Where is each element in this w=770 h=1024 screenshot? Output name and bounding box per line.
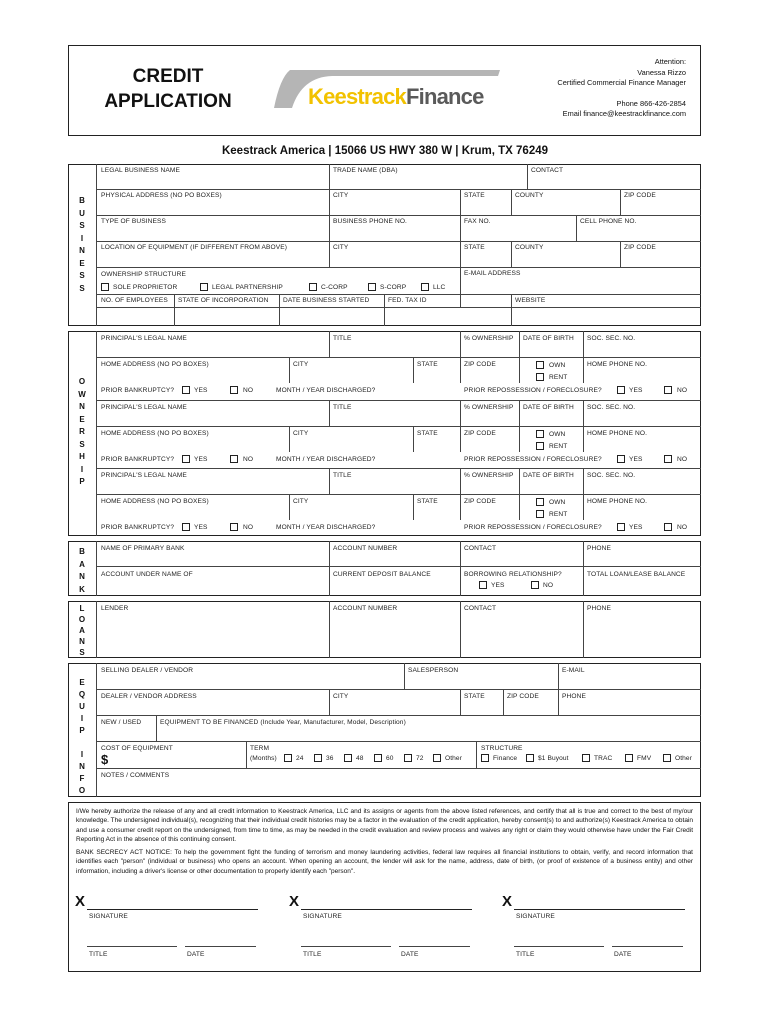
date-label: DATE [614,951,632,958]
bank-contact-label: CONTACT [464,545,497,552]
term-72-label: 72 [416,755,424,762]
own-label: OWN [549,431,566,438]
location-zip-label: ZIP CODE [624,244,656,251]
home-phone-label: HOME PHONE NO. [587,498,648,505]
repossession-no-label: NO [677,456,688,463]
prior-bankruptcy-label: PRIOR BANKRUPTCY? [101,456,175,463]
own-checkbox[interactable] [536,361,544,369]
term-48-label: 48 [356,755,364,762]
repossession-no-label: NO [677,524,688,531]
sole-proprietor-checkbox[interactable] [101,283,109,291]
signature-label: SIGNATURE [303,913,342,920]
keestrack-finance-logo [272,68,502,112]
structure-trac-label: TRAC [594,755,613,762]
home-state-label: STATE [417,498,438,505]
home-phone-label: HOME PHONE NO. [587,361,648,368]
dealer-email-label: E-MAIL [562,667,585,674]
home-state-label: STATE [417,361,438,368]
home-address-label: HOME ADDRESS (NO PO BOXES) [101,361,209,368]
employees-label: NO. OF EMPLOYEES [101,297,168,304]
title-line[interactable] [514,946,604,947]
signature-x-mark: X [289,893,300,910]
location-state-label: STATE [464,244,485,251]
repossession-no-checkbox[interactable] [664,386,672,394]
rent-label: RENT [549,443,568,450]
date-of-birth-label: DATE OF BIRTH [523,472,574,479]
prior-repossession-label: PRIOR REPOSSESSION / FORECLOSURE? [464,456,602,463]
date-line[interactable] [399,946,470,947]
repossession-no-checkbox[interactable] [664,455,672,463]
total-loan-balance-label: TOTAL LOAN/LEASE BALANCE [587,571,686,578]
email-address-label: E-MAIL ADDRESS [464,270,521,277]
term-label: TERM [250,745,270,752]
principal-title-label: TITLE [333,335,352,342]
dealer-address-label: DEALER / VENDOR ADDRESS [101,693,197,700]
date-line[interactable] [185,946,256,947]
legal-business-name-label: LEGAL BUSINESS NAME [101,167,180,174]
home-state-label: STATE [417,430,438,437]
bankruptcy-yes-checkbox[interactable] [182,455,190,463]
term-72-checkbox[interactable] [404,754,412,762]
own-checkbox[interactable] [536,430,544,438]
dealer-state-label: STATE [464,693,485,700]
ssn-label: SOC. SEC. NO. [587,472,636,479]
structure-fmv-label: FMV [637,755,652,762]
new-used-label: NEW / USED [101,719,142,726]
business-state-label: STATE [464,192,485,199]
cost-dollar-sign: $ [101,752,109,767]
contact-email: Email finance@keestrackfinance.com [562,109,686,118]
llc-checkbox[interactable] [421,283,429,291]
principal-title-label: TITLE [333,404,352,411]
prior-repossession-label: PRIOR REPOSSESSION / FORECLOSURE? [464,524,602,531]
account-name-label: ACCOUNT UNDER NAME OF [101,571,193,578]
home-address-label: HOME ADDRESS (NO PO BOXES) [101,498,209,505]
rent-label: RENT [549,511,568,518]
structure-label: STRUCTURE [481,745,523,752]
s-corp-label: S-CORP [380,284,407,291]
business-contact-label: CONTACT [531,167,564,174]
title-line[interactable] [87,946,177,947]
equipment-financed-label: EQUIPMENT TO BE FINANCED (Include Year, Manufacturer, Model, Description) [160,719,406,726]
discharged-label: MONTH / YEAR DISCHARGED? [276,524,376,531]
principal-legal-name-label: PRINCIPAL'S LEGAL NAME [101,404,187,411]
location-county-label: COUNTY [515,244,544,251]
rent-checkbox[interactable] [536,373,544,381]
home-phone-label: HOME PHONE NO. [587,430,648,437]
repossession-yes-label: YES [629,387,643,394]
principal-legal-name-label: PRINCIPAL'S LEGAL NAME [101,472,187,479]
ownership-side-label: O W N E R S H I P [78,377,86,486]
structure-finance-checkbox[interactable] [481,754,489,762]
bank-side-label: B A N K [79,547,85,594]
bankruptcy-no-checkbox[interactable] [230,523,238,531]
bankruptcy-yes-checkbox[interactable] [182,386,190,394]
signature-line[interactable] [87,909,258,910]
ownership-percent-label: % OWNERSHIP [464,472,514,479]
bank-account-number-label: ACCOUNT NUMBER [333,545,398,552]
contact-name: Vanessa Rizzo [637,67,686,77]
term-24-checkbox[interactable] [284,754,292,762]
physical-address-label: PHYSICAL ADDRESS (NO PO BOXES) [101,192,222,199]
signature-label: SIGNATURE [516,913,555,920]
repossession-yes-label: YES [629,456,643,463]
structure-finance-label: Finance [493,755,518,762]
lender-label: LENDER [101,605,129,612]
borrowing-no-checkbox[interactable] [531,581,539,589]
bank-secrecy-notice: BANK SECRECY ACT NOTICE: To help the government fight the funding of terrorism and money laundering activities, federal law requires all financial institutions to obtain, verify, and record information that identifies each "person" (individual or business) who opens an account. When opening an account, the lender will ask for the name, address, date of birth, (or proof of existence of a business entity) and other information, including a driver's license or other documentation to properly identify each "person". [76,849,693,875]
bank-phone-label: PHONE [587,545,611,552]
date-of-birth-label: DATE OF BIRTH [523,404,574,411]
location-city-label: CITY [333,244,349,251]
signature-line[interactable] [301,909,472,910]
title-label: TITLE [516,951,535,958]
term-other-checkbox[interactable] [433,754,441,762]
term-60-label: 60 [386,755,394,762]
company-address: Keestrack America | 15066 US HWY 380 W | Krum, TX 76249 [221,145,549,157]
c-corp-checkbox[interactable] [309,283,317,291]
loan-phone-label: PHONE [587,605,611,612]
logo-word-finance: Finance [406,84,484,109]
form-title [78,64,258,114]
signature-x-mark: X [502,893,513,910]
bankruptcy-yes-label: YES [194,456,208,463]
sole-proprietor-label: SOLE PROPRIETOR [113,284,178,291]
fed-tax-label: FED. TAX ID [388,297,427,304]
form-title-line1: CREDIT [132,66,204,87]
equipment-location-label: LOCATION OF EQUIPMENT (IF DIFFERENT FROM ABOVE) [101,244,288,251]
term-24-label: 24 [296,755,304,762]
rent-checkbox[interactable] [536,510,544,518]
dealer-zip-label: ZIP CODE [507,693,539,700]
repossession-no-label: NO [677,387,688,394]
bankruptcy-yes-label: YES [194,524,208,531]
structure-buyout-checkbox[interactable] [526,754,534,762]
structure-trac-checkbox[interactable] [582,754,590,762]
date-label: DATE [187,951,205,958]
deposit-balance-label: CURRENT DEPOSIT BALANCE [333,571,431,578]
attention-block [557,57,686,120]
term-months-label: (Months) [250,755,277,762]
c-corp-label: C-CORP [321,284,348,291]
ownership-structure-label: OWNERSHIP STRUCTURE [101,271,186,278]
ownership-percent-label: % OWNERSHIP [464,335,514,342]
legal-partnership-checkbox[interactable] [200,283,208,291]
s-corp-checkbox[interactable] [368,283,376,291]
loan-contact-label: CONTACT [464,605,497,612]
term-48-checkbox[interactable] [344,754,352,762]
structure-fmv-checkbox[interactable] [625,754,633,762]
discharged-label: MONTH / YEAR DISCHARGED? [276,387,376,394]
repossession-yes-checkbox[interactable] [617,455,625,463]
contact-title: Certified Commercial Finance Manager [557,78,686,87]
home-city-label: CITY [293,498,309,505]
logo-word-keestrack: Keestrack [308,84,406,109]
principal-legal-name-label: PRINCIPAL'S LEGAL NAME [101,335,187,342]
title-label: TITLE [303,951,322,958]
cell-phone-label: CELL PHONE NO. [580,218,637,225]
rent-checkbox[interactable] [536,442,544,450]
own-checkbox[interactable] [536,498,544,506]
title-line[interactable] [301,946,391,947]
date-line[interactable] [612,946,683,947]
bankruptcy-no-label: NO [243,456,254,463]
business-county-label: COUNTY [515,192,544,199]
signature-line[interactable] [514,909,685,910]
borrowing-relationship-label: BORROWING RELATIONSHIP? [464,571,562,578]
term-36-checkbox[interactable] [314,754,322,762]
repossession-yes-checkbox[interactable] [617,386,625,394]
bankruptcy-yes-label: YES [194,387,208,394]
structure-buyout-label: $1 Buyout [538,755,569,762]
borrowing-no-label: NO [543,582,554,589]
business-side-label: B U S I N E S S [79,196,85,293]
term-60-checkbox[interactable] [374,754,382,762]
repossession-no-checkbox[interactable] [664,523,672,531]
home-zip-label: ZIP CODE [464,430,496,437]
bankruptcy-no-label: NO [243,524,254,531]
equipment-side-label: E Q U I P I N F O [78,678,86,795]
ssn-label: SOC. SEC. NO. [587,404,636,411]
business-zip-label: ZIP CODE [624,192,656,199]
incorporation-label: STATE OF INCORPORATION [178,297,269,304]
salesperson-label: SALESPERSON [408,667,459,674]
prior-repossession-label: PRIOR REPOSSESSION / FORECLOSURE? [464,387,602,394]
form-title-line2: APPLICATION [104,91,232,112]
principal-title-label: TITLE [333,472,352,479]
signature-label: SIGNATURE [89,913,128,920]
authorization-text: I/We hereby authorize the release of any and all credit information to Keestrack America, LLC and its assigns or agents from the above listed references, and certify that all is true and correct to the best of my/our knowledge. The undersigned individual(s), recognizing that their individual credit histories may be a factor in the evaluation of the credit application, hereby consent(s) to and authorize(s) Keestrack America to obtain and use a consumer credit report on the undersigned, from time to time, as may be needed in the credit evaluation and review process and waives any right or claim they would otherwise have under the Fair Credit Reporting Act in the absence of this continuing consent. [76,808,693,844]
bankruptcy-yes-checkbox[interactable] [182,523,190,531]
attention-label: Attention: [654,57,686,66]
date-label: DATE [401,951,419,958]
bankruptcy-no-checkbox[interactable] [230,386,238,394]
loans-side-label: L O A N S [78,604,86,657]
date-of-birth-label: DATE OF BIRTH [523,335,574,342]
fax-label: FAX NO. [464,218,491,225]
business-phone-label: BUSINESS PHONE NO. [333,218,407,225]
website-label: WEBSITE [515,297,546,304]
term-other-label: Other [445,755,462,762]
trade-name-label: TRADE NAME (DBA) [333,167,398,174]
contact-phone: Phone 866-426-2854 [616,98,686,108]
prior-bankruptcy-label: PRIOR BANKRUPTCY? [101,524,175,531]
discharged-label: MONTH / YEAR DISCHARGED? [276,456,376,463]
borrowing-yes-checkbox[interactable] [479,581,487,589]
signature-x-mark: X [75,893,86,910]
dealer-phone-label: PHONE [562,693,586,700]
ownership-percent-label: % OWNERSHIP [464,404,514,411]
home-city-label: CITY [293,430,309,437]
selling-dealer-label: SELLING DEALER / VENDOR [101,667,194,674]
bankruptcy-no-label: NO [243,387,254,394]
title-label: TITLE [89,951,108,958]
structure-other-checkbox[interactable] [663,754,671,762]
date-started-label: DATE BUSINESS STARTED [283,297,370,304]
llc-label: LLC [433,284,446,291]
home-city-label: CITY [293,361,309,368]
legal-partnership-label: LEGAL PARTNERSHIP [212,284,283,291]
rent-label: RENT [549,374,568,381]
own-label: OWN [549,362,566,369]
dealer-city-label: CITY [333,693,349,700]
home-address-label: HOME ADDRESS (NO PO BOXES) [101,430,209,437]
cost-of-equipment-label: COST OF EQUIPMENT [101,745,173,752]
type-of-business-label: TYPE OF BUSINESS [101,218,166,225]
repossession-yes-checkbox[interactable] [617,523,625,531]
notes-label: NOTES / COMMENTS [101,772,170,779]
home-zip-label: ZIP CODE [464,498,496,505]
bankruptcy-no-checkbox[interactable] [230,455,238,463]
business-city-label: CITY [333,192,349,199]
primary-bank-label: NAME OF PRIMARY BANK [101,545,185,552]
loan-account-number-label: ACCOUNT NUMBER [333,605,398,612]
structure-other-label: Other [675,755,692,762]
term-36-label: 36 [326,755,334,762]
prior-bankruptcy-label: PRIOR BANKRUPTCY? [101,387,175,394]
repossession-yes-label: YES [629,524,643,531]
own-label: OWN [549,499,566,506]
ssn-label: SOC. SEC. NO. [587,335,636,342]
home-zip-label: ZIP CODE [464,361,496,368]
borrowing-yes-label: YES [491,582,505,589]
